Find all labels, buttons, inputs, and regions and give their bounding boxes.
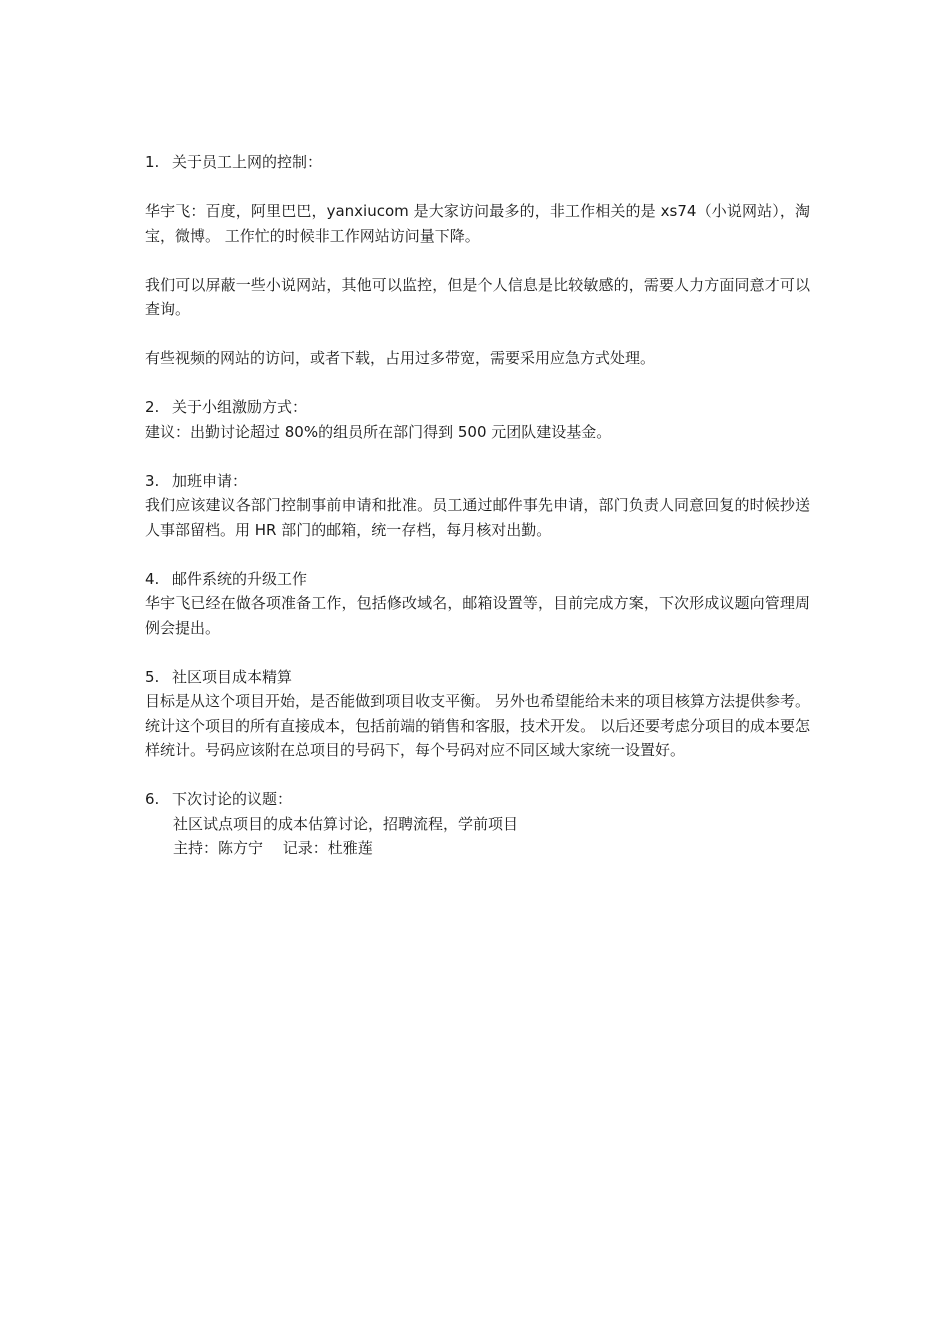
section-5-heading: [145, 665, 810, 690]
paragraph: 我们可以屏蔽一些小说网站，其他可以监控，但是个人信息是比较敏感的，需要人力方面同意才可以查询。: [145, 275, 810, 318]
paragraph: 建议：出勤讨论超过 80%的组员所在部门得到 500 元团队建设基金。: [145, 422, 612, 441]
paragraph: 目标是从这个项目开始，是否能做到项目收支平衡。 另外也希望能给未来的项目核算方法提供参考。 统计这个项目的所有直接成本，包括前端的销售和客服，技术开发。 以后还要考虑分项目的成本要怎样统计。号码应该附在总项目的号码下，每个号码对应不同区域大家统一设置好。: [145, 692, 810, 759]
section-number: 5.: [145, 667, 160, 686]
section-1-heading: [145, 150, 810, 175]
section-number: 2.: [145, 398, 160, 416]
section-4-heading: [145, 567, 810, 592]
paragraph: 有些视频的网站的访问，或者下载，占用过多带宽，需要采用应急方式处理。: [145, 349, 656, 367]
document-body: [145, 150, 810, 861]
paragraph: 华宇飞已经在做各项准备工作，包括修改域名，邮箱设置等，目前完成方案，下次形成议题向管理周例会提出。: [145, 594, 810, 637]
section-title: 下次讨论的议题：: [172, 790, 293, 808]
section-title: 关于员工上网的控制：: [172, 153, 323, 171]
section-title: 关于小组激励方式：: [172, 398, 308, 416]
section-title: 加班申请：: [172, 471, 248, 490]
section-3-heading: [145, 469, 810, 494]
section-6-heading: [145, 787, 810, 812]
paragraph: 我们应该建议各部门控制事前申请和批准。员工通过邮件事先申请，部门负责人同意回复的时候抄送人事部留档。用 HR 部门的邮箱，统一存档，每月核对出勤。: [145, 496, 810, 539]
section-title: 邮件系统的升级工作: [172, 569, 308, 588]
section-number: 4.: [145, 569, 160, 588]
section-number: 6.: [145, 790, 160, 808]
paragraph: 华宇飞：百度，阿里巴巴，yanxiucom 是大家访问最多的，非工作相关的是 xs74（小说网站），淘宝，微博。 工作忙的时候非工作网站访问量下降。: [145, 202, 810, 245]
section-number: 1.: [145, 153, 160, 171]
next-topics-line: 社区试点项目的成本估算讨论，招聘流程，学前项目: [173, 814, 519, 833]
host-recorder-line: 主持：陈方宁 记录：杜雅莲: [173, 839, 373, 857]
section-title: 社区项目成本精算: [172, 667, 293, 686]
section-number: 3.: [145, 471, 160, 490]
section-2-heading: [145, 395, 810, 420]
